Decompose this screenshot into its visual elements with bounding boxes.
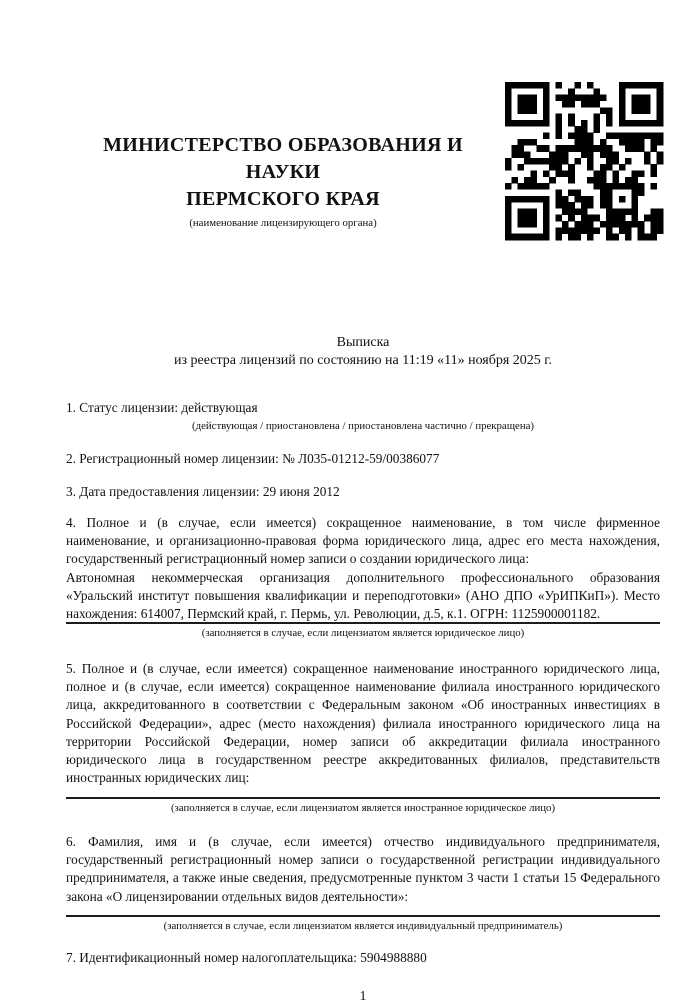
legal-entity-clause-value: Автономная некоммерческая организация дополнительного профессионального образования «Уральский институт повышения квалификации и переподготовки» (АНО ДПО «УрИПКиП»). Место нахождения: 614007, Пермский край, г. Пермь, ул. Революции, д.5, к.1. ОГРН: 1125900001182. (66, 569, 660, 622)
document-header (66, 0, 660, 230)
licensing-authority-block (66, 0, 500, 230)
ministry-name-line2: ПЕРМСКОГО КРАЯ (186, 188, 380, 210)
taxpayer-id-line: 7. Идентификационный номер налогоплательщика: 5904988880 (66, 949, 427, 965)
legal-entity-clause-label: 4. Полное и (в случае, если имеется) сокращенное наименование, в том числе фирменное наименование, и организационно-правовая форма юридического лица, адрес его места нахождения, государственный регистрационный номер записи о создании юридического лица: (66, 514, 660, 567)
license-grant-date-line: 3. Дата предоставления лицензии: 29 июня 2012 (66, 483, 340, 499)
licensing-authority-caption: (наименование лицензирующего органа) (189, 217, 377, 229)
entrepreneur-blank-underline (66, 915, 660, 917)
document-title: Выписка (336, 335, 390, 350)
foreign-entity-blank-underline (66, 797, 660, 799)
legal-entity-fill-caption: (заполняется в случае, если лицензиатом является юридическое лицо) (201, 626, 525, 639)
document-body (66, 399, 660, 1006)
ministry-name-line1: МИНИСТЕРСТВО ОБРАЗОВАНИЯ И НАУКИ (103, 134, 463, 183)
page-number: 1 (359, 988, 367, 1004)
license-status-options-caption: (действующая / приостановлена / приостановлена частично / прекращена) (192, 420, 534, 433)
foreign-entity-clause-label: 5. Полное и (в случае, если имеется) сокращенное наименование иностранного юридического лица, полное и (в случае, если имеется) сокращенное наименование филиала иностранного юридического лица, аккредитованного в соответствии с Федеральным законом «Об иностранных инвестициях в Российской Федерации», адрес (место нахождения) филиала иностранного юридического лица на территории Российской Федерации, номер записи об аккредитации филиала иностранного юридического лица в государственном реестре аккредитованных филиалов, представительств иностранных юридических лиц: (66, 660, 660, 786)
entrepreneur-fill-caption: (заполняется в случае, если лицензиатом является индивидуальный предприниматель) (163, 919, 563, 932)
entrepreneur-clause-label: 6. Фамилия, имя и (в случае, если имеется) отчество индивидуального предпринимателя, государственный регистрационный номер записи о государственной регистрации индивидуального предпринимателя, а также иные сведения, предусмотренные пунктом 3 части 1 статьи 15 Федерального закона «О лицензировании отдельных видов деятельности»: (66, 833, 660, 904)
qr-code-icon (505, 82, 663, 240)
document-title-block (66, 334, 660, 370)
document-subtitle: из реестра лицензий по состоянию на 11:19 «11» ноября 2025 г. (174, 353, 552, 368)
license-status-line: 1. Статус лицензии: действующая (66, 400, 258, 415)
foreign-entity-fill-caption: (заполняется в случае, если лицензиатом является иностранное юридическое лицо) (170, 801, 556, 814)
registration-number-line: 2. Регистрационный номер лицензии: № Л035-01212-59/00386077 (66, 451, 440, 467)
